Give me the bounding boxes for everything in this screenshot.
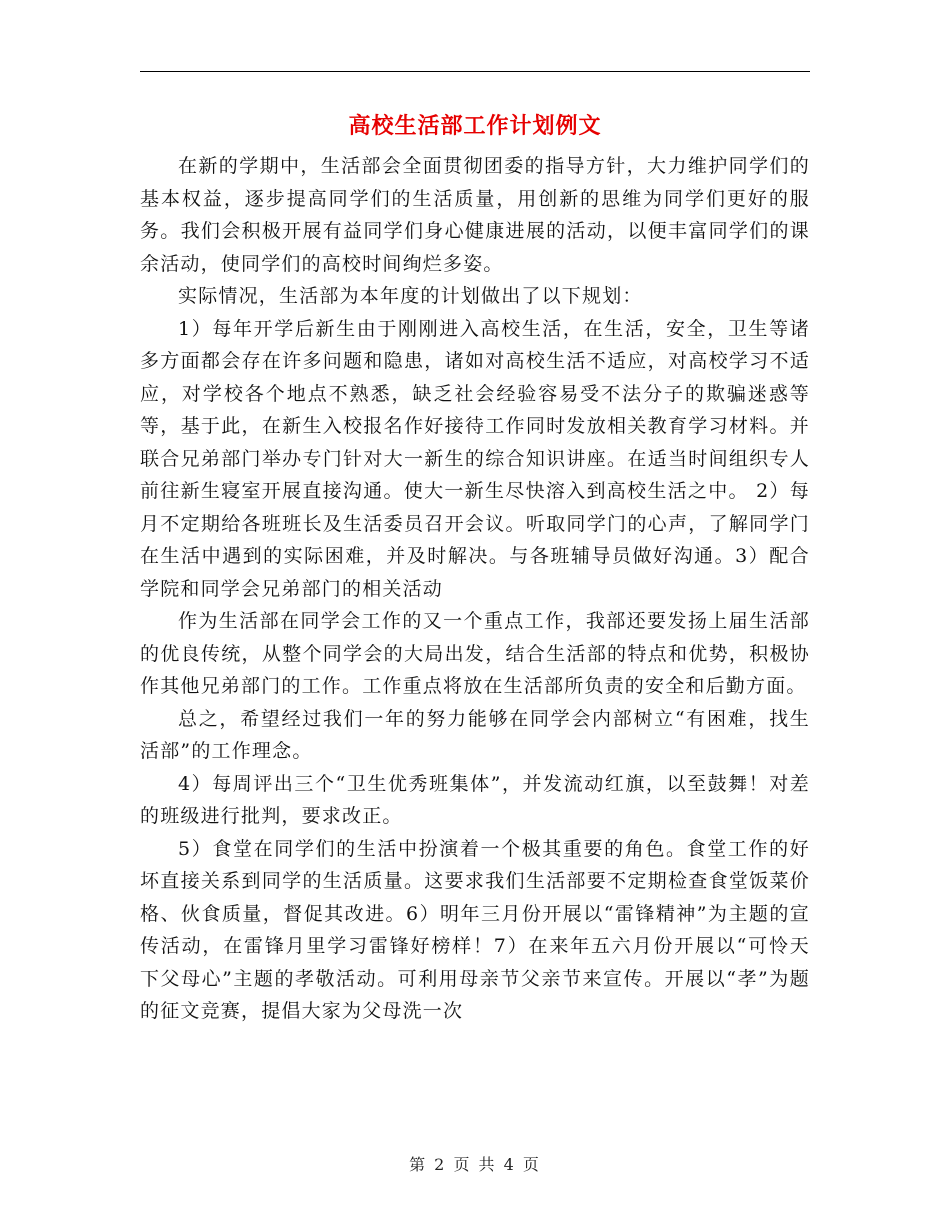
document-title: 高校生活部工作计划例文: [348, 113, 602, 139]
paragraph: 作为生活部在同学会工作的又一个重点工作，我部还要发扬上届生活部的优良传统，从整个同学会的大局出发，结合生活部的特点和优势，积极协作其他兄弟部门的工作。工作重点将放在生活部所负责的安全和后勤方面。: [140, 610, 810, 697]
paragraph: 4）每周评出三个“卫生优秀班集体”，并发流动红旗，以至鼓舞！对差的班级进行批判，要求改正。: [140, 772, 810, 827]
header-rule: [140, 71, 810, 72]
paragraph: 5）食堂在同学们的生活中扮演着一个极其重要的角色。食堂工作的好坏直接关系到同学的生活质量。这要求我们生活部要不定期检查食堂饭菜价格、伙食质量，督促其改进。6）明年三月份开展以“雷锋精神”为主题的宣传活动，在雷锋月里学习雷锋好榜样！7）在来年五六月份开展以“可怜天下父母心”主题的孝敬活动。可利用母亲节父亲节来宣传。开展以“孝”为题的征文竞赛，提倡大家为父母洗一次: [140, 837, 810, 1022]
paragraph: 1）每年开学后新生由于刚刚进入高校生活，在生活，安全，卫生等诸多方面都会存在许多问题和隐患，诸如对高校生活不适应，对高校学习不适应，对学校各个地点不熟悉，缺乏社会经验容易受不法分子的欺骗迷惑等等，基于此，在新生入校报名作好接待工作同时发放相关教育学习材料。并联合兄弟部门举办专门针对大一新生的综合知识讲座。在适当时间组织专人前往新生寝室开展直接沟通。使大一新生尽快溶入到高校生活之中。 2）每月不定期给各班班长及生活委员召开会议。听取同学门的心声，了解同学门在生活中遇到的实际困难，并及时解决。与各班辅导员做好沟通。3）配合学院和同学会兄弟部门的相关活动: [140, 317, 810, 600]
paragraph: 实际情况，生活部为本年度的计划做出了以下规划：: [178, 285, 643, 307]
paragraph: 总之，希望经过我们一年的努力能够在同学会内部树立“有困难，找生活部”的工作理念。: [140, 707, 810, 762]
document-body: [140, 150, 810, 1028]
paragraph: 在新的学期中，生活部会全面贯彻团委的指导方针，大力维护同学们的基本权益，逐步提高同学们的生活质量，用创新的思维为同学们更好的服务。我们会积极开展有益同学们身心健康进展的活动，以便丰富同学们的课余活动，使同学们的高校时间绚烂多姿。: [140, 155, 810, 275]
page-number-footer: 第 2 页 共 4 页: [409, 1155, 541, 1174]
